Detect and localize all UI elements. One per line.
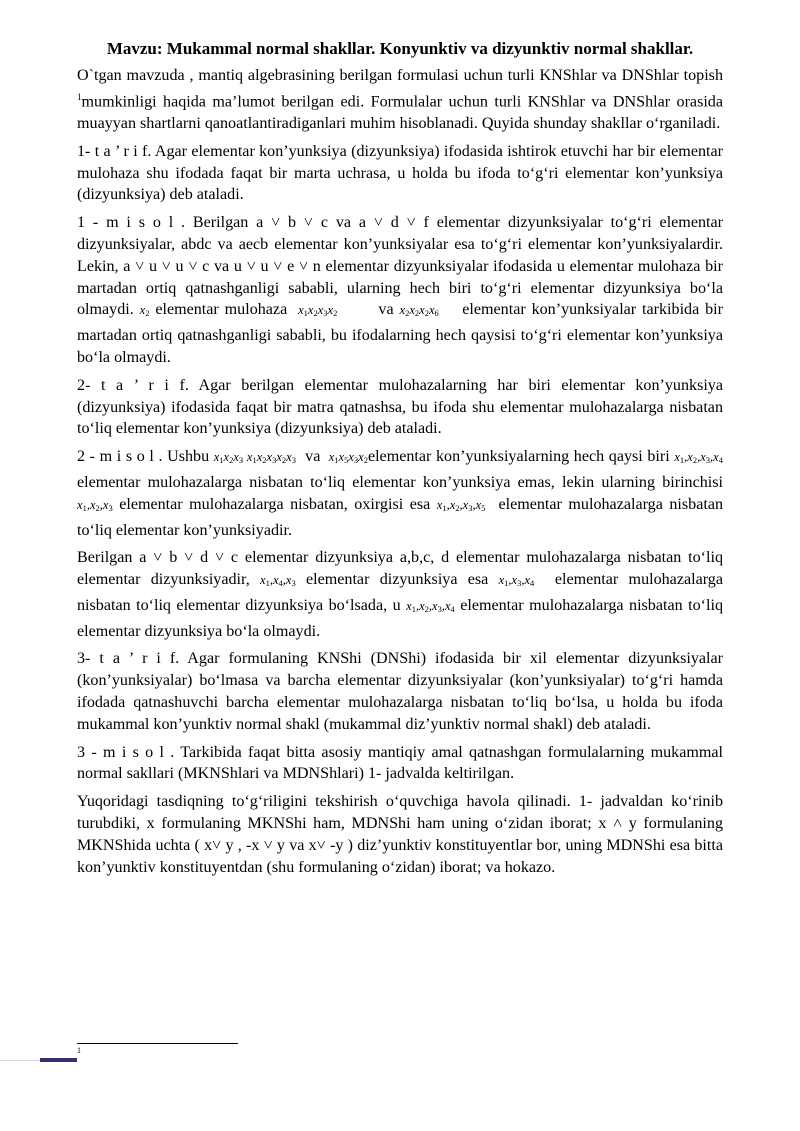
example-2-text: elementar mulohazalarga nisbatan, oxirgisi esa xyxy=(112,495,437,513)
dizyunksiya-text: elementar dizyunksiya esa xyxy=(295,571,499,589)
math-x1-x2-x3-x4-b: $x_1,x_2,x_3,x_4$ xyxy=(406,598,455,614)
example-2-text: va xyxy=(300,448,325,466)
definition-2: 2- t a ’ r i f. Agar berilgan elementar mulohazalarning har biri elementar kon’yunksiya (dizyunksiya) ifodasida faqat bir matra qatnashsa, bu ifoda shu elementar mulohazalarga nisbatan to‘liq elementar kon’yunksiya (dizyunksiya) deb ataladi. xyxy=(77,376,723,438)
intro-text-start: O`tgan mavzuda , mantiq algebrasining berilgan formulasi uchun turli KNShlar va DNShlar topish xyxy=(77,67,723,84)
dizyunksiya-text: elementar mulohazalarga nisbatan to‘liq elementar dizyunksiya bo‘la olmaydi. xyxy=(77,596,723,640)
math-x1x2x3-x1x2x3x2x3: $x_1x_2x_3$ $x_1x_2x_3x_2x_3$ xyxy=(213,450,296,466)
example-1 xyxy=(77,212,723,369)
footnote-separator xyxy=(77,1043,238,1044)
conclusion-paragraph: Yuqoridagi tasdiqning to‘g‘riligini tekshirish o‘quvchiga havola qilinadi. 1- jadvaldan ko‘rinib turubdiki, x formulaning MKNShi ham, MDNShi ham uning o‘zidan iborat; x ˄ y formulaning MKNShida uchta ( x˅ y , -x ˅ y va x˅ -y ) diz’yunktiv konstituyentlar bor, uning MDNShi esa bitta kon’yunktiv konstituyentdan (shu formulaning o‘zidan) iborat; va hokazo. xyxy=(77,793,723,876)
footnote-reference[interactable]: 1 xyxy=(77,91,82,102)
math-x1-x2-x3-x4: $x_1,x_2,x_3,x_4$ xyxy=(674,450,723,466)
math-x1-x4-x3: $x_1,x_4,x_3$ xyxy=(260,573,296,589)
definition-1: 1- t a ’ r i f. Agar elementar kon’yunksiya (dizyunksiya) ifodasida ishtirok etuvchi har bir elementar mulohaza shu ifodada faqat bir marta uchrasa, u holda bu ifoda to‘g‘ri elementar kon’yunksiya (dizyunksiya) deb ataladi. xyxy=(77,142,723,204)
dizyunksiya-text: Berilgan a ˅ b ˅ d ˅ c elementar dizyunksiya a,b,c, d elementar mulohazalarga nisbatan to‘liq elementar dizyunksiyadir, xyxy=(77,549,723,589)
example-2-text: elementar mulohazalarga nisbatan to‘liq elementar kon’yunksiyadir. xyxy=(77,495,724,539)
math-x1-x2-x3-x5: $x_1,x_2,x_3,x_5$ xyxy=(436,497,486,513)
example-3: 3 - m i s o l . Tarkibida faqat bitta asosiy mantiqiy amal qatnashgan formulalarning mukammal normal sakllari (MKNShlari va MDNShlari) 1- jadvalda keltirilgan. xyxy=(77,743,723,783)
math-x1-x2-x3: $x_1,x_2,x_3$ xyxy=(77,497,113,513)
page-title: Mavzu: Mukammal normal shakllar. Konyunktiv va dizyunktiv normal shakllar. xyxy=(106,39,694,58)
math-x1-x3-x4: $x_1,x_3,x_4$ xyxy=(498,573,535,589)
footnote-number: 1 xyxy=(77,1046,81,1055)
example-2-text: elementar kon’yunksiyalarning hech qaysi biri xyxy=(367,448,675,466)
math-x1x5x3x2: $x_1x_5x_3x_2$ xyxy=(324,450,368,466)
example-1-text: elementar kon’yunksiyalar tarkibida bir martadan ortiq qatnashganligi sababli, bu ifodalarning hech qaysisi to‘g‘ri elementar kon’yunksiya bo‘la olmaydi. xyxy=(77,301,723,366)
example-1-text: va xyxy=(372,301,400,319)
document-page xyxy=(77,38,723,884)
example-1-text: 1 - m i s o l . Berilgan a ˅ b ˅ c va a ˅ d ˅ f elementar dizyunksiyalar to‘g‘ri elementar dizyunksiyalar, abdc va aecb elementar kon’yunksiyalar esa to‘g‘ri elementar kon’yunksiyalardir. Lekin, a ˅ u ˅ u ˅ c va u ˅ u ˅ e ˅ n elementar dizyunksiyalar ifodasida u elementar mulohaza bir martadan ortiq qatnashganligi sababli, ularning hech biri to‘g‘ri elementar dizyunksiya bo‘la olmaydi. xyxy=(77,214,723,319)
math-x2x2x2x6: $x_2x_2x_2x_6$ xyxy=(399,303,439,319)
intro-text-end: mumkinligi haqida ma’lumot berilgan edi. Formulalar uchun turli KNShlar va DNShlar orasida muayyan shartlarni qanoatlantiradiganlari muhim hisoblanadi. Quyida shunday shakllar o‘rganiladi. xyxy=(77,93,723,132)
example-2-text: elementar mulohazalarga nisbatan to‘liq elementar kon’yunksiya emas, lekin ularning birinchisi xyxy=(77,473,723,491)
page-marker-bar xyxy=(40,1058,77,1062)
example-2 xyxy=(77,446,723,541)
dizyunksiya-paragraph xyxy=(77,547,723,642)
example-2-text: 2 - m i s o l . Ushbu xyxy=(77,448,214,466)
example-1-text: elementar mulohaza xyxy=(149,301,294,319)
intro-paragraph xyxy=(77,65,723,135)
math-x2: $x_2$ xyxy=(139,303,150,319)
dizyunksiya-text: elementar mulohazalarga nisbatan to‘liq elementar dizyunksiya bo‘lsada, u xyxy=(77,571,723,614)
definition-3: 3- t a ’ r i f. Agar formulaning KNShi (DNShi) ifodasida bir xil elementar dizyunksiyalar (kon’yunksiyalar) bo‘lmasa va barcha elementar dizyunksiyalar (kon’yunksiyalar) to‘g‘ri hamda ifodada qatnashuvchi barcha elementar mulohazalarga nisbatan to‘liq bo‘lsa, u holda bu ifoda mukammal kon’yunktiv normal shakl (mukammal diz’yunktiv normal shakl) deb ataladi. xyxy=(77,650,723,733)
math-x1x2x3x2: $x_1x_2x_3x_2$ xyxy=(293,303,338,319)
